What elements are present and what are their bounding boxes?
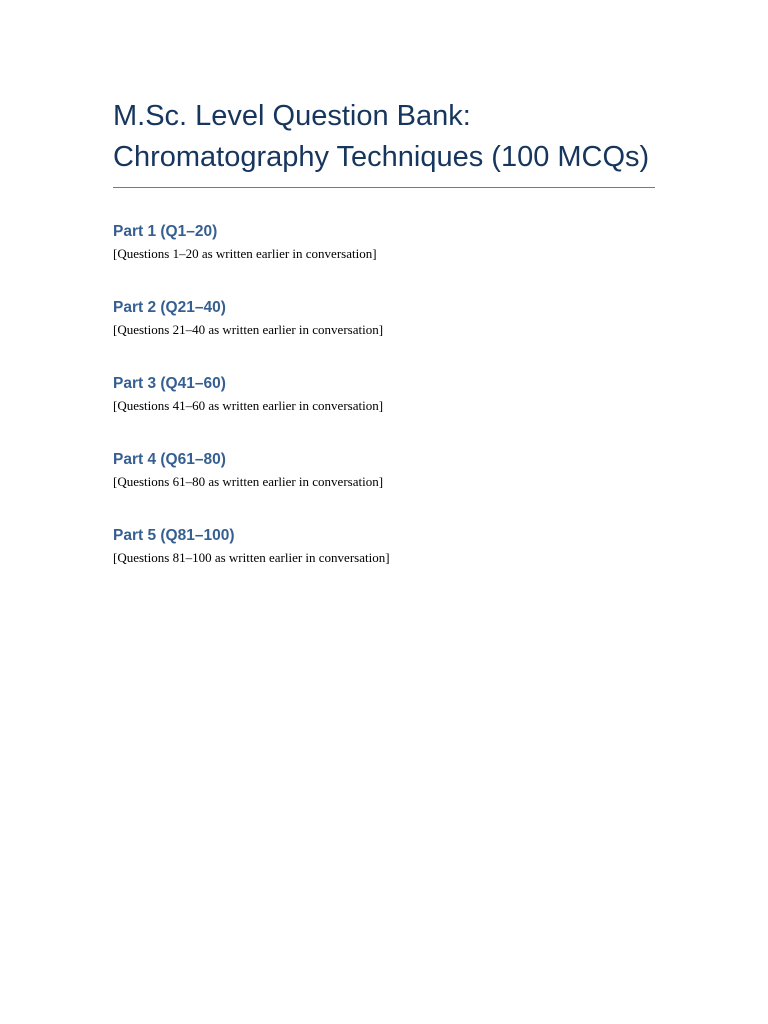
section-body: [Questions 21–40 as written earlier in conversation]: [113, 322, 384, 337]
section-heading: Part 4 (Q61–80): [113, 451, 226, 468]
section-heading: Part 5 (Q81–100): [113, 527, 235, 544]
section-part-2: [113, 298, 655, 338]
section-heading: Part 3 (Q41–60): [113, 375, 226, 392]
section-part-5: [113, 526, 655, 566]
section-part-4: [113, 450, 655, 490]
section-heading: Part 1 (Q1–20): [113, 223, 218, 240]
document-title: M.Sc. Level Question Bank: Chromatography Techniques (100 MCQs): [113, 96, 655, 188]
section-part-3: [113, 374, 655, 414]
section-body: [Questions 61–80 as written earlier in conversation]: [113, 474, 384, 489]
section-heading: Part 2 (Q21–40): [113, 299, 226, 316]
section-body: [Questions 1–20 as written earlier in conversation]: [113, 246, 377, 261]
document-page: [113, 96, 655, 566]
section-body: [Questions 81–100 as written earlier in conversation]: [113, 550, 390, 565]
section-body: [Questions 41–60 as written earlier in conversation]: [113, 398, 384, 413]
section-part-1: [113, 222, 655, 262]
